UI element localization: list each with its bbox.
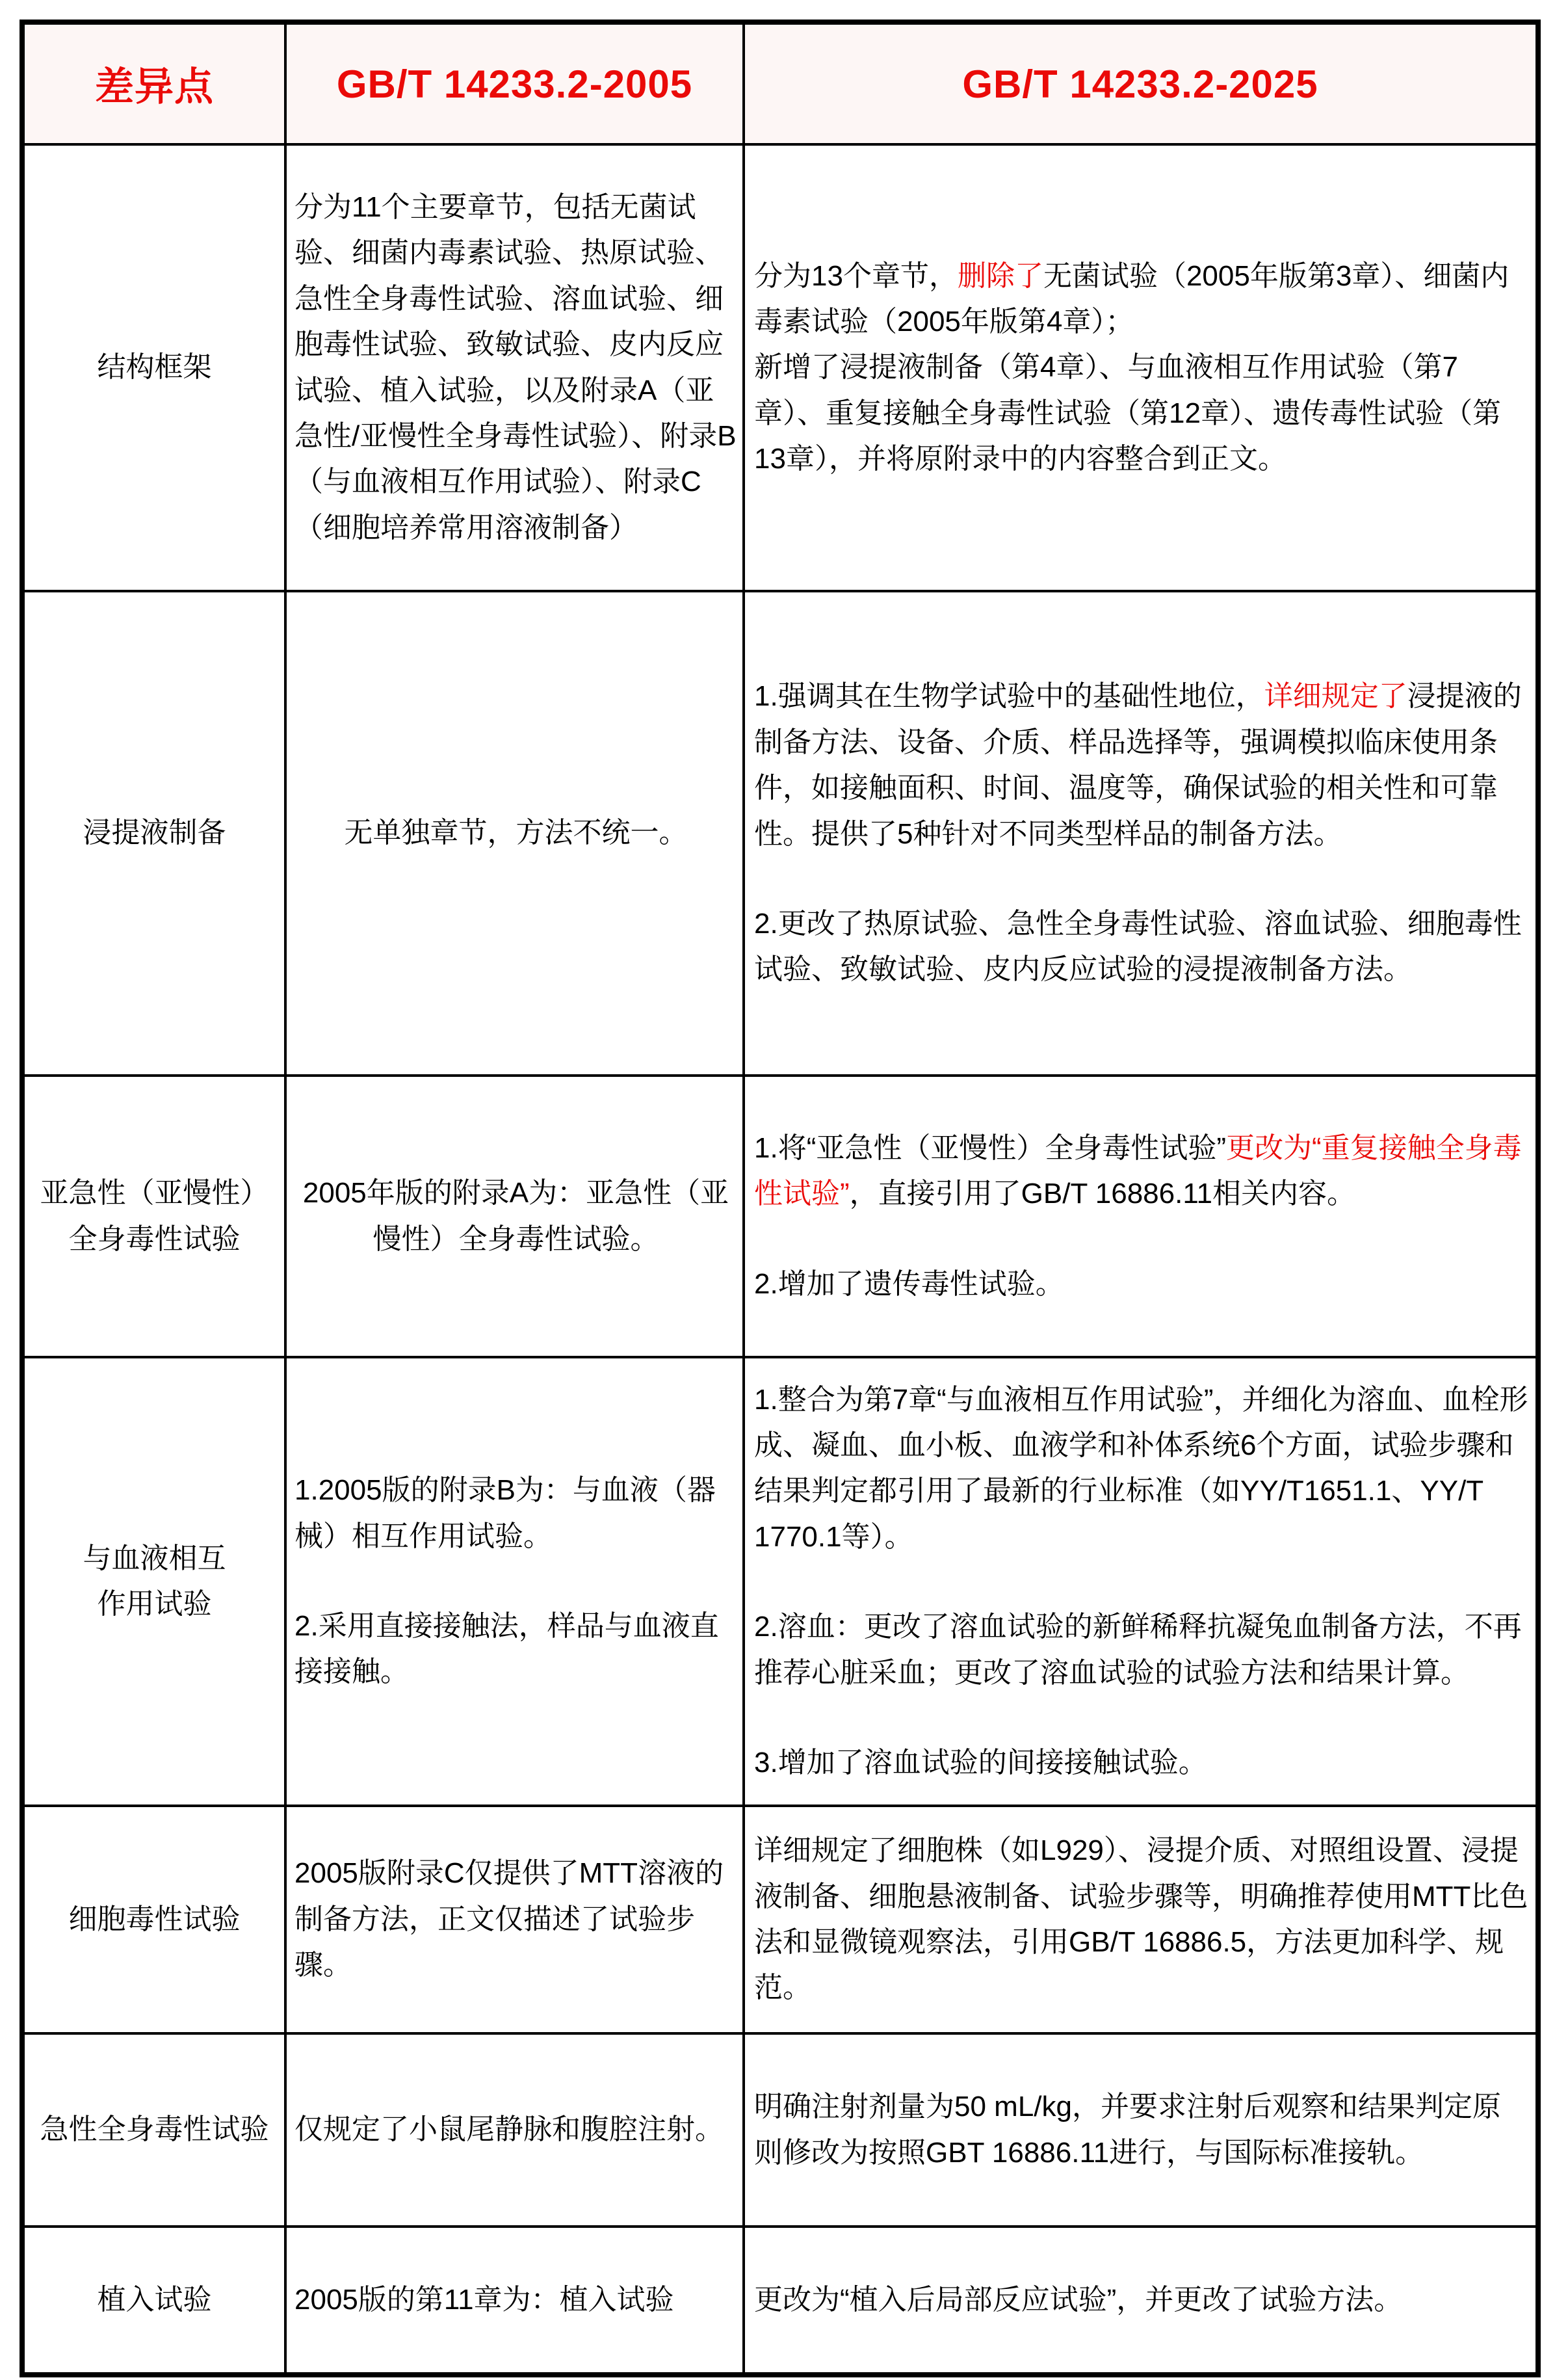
cell-paragraph [754, 1126, 1529, 1217]
col-2025-cell [744, 2227, 1538, 2375]
cell-paragraph [294, 2107, 737, 2152]
header-row [22, 22, 1538, 144]
text-run: 分为13个章节， [754, 259, 958, 292]
col-2005-cell [285, 1076, 744, 1357]
table-row [22, 1076, 1538, 1357]
row-label: 细胞毒性试验 [68, 1903, 241, 1935]
text-run: 更改为“植入后局部反应试验”，并更改了试验方法。 [754, 2283, 1403, 2316]
row-label: 作用试验 [97, 1588, 212, 1620]
text-run: 2.增加了遗传毒性试验。 [754, 1267, 1064, 1300]
text-run: 2005年版的附录A为：亚急性（亚慢性）全身毒性试验。 [302, 1177, 729, 1255]
comparison-table [20, 20, 1541, 2377]
col-2005-cell [285, 144, 744, 591]
header-diff-point: 差异点 [22, 22, 285, 144]
diff-point-cell [22, 1806, 285, 2033]
table-row [22, 1357, 1538, 1806]
col-2025-cell [744, 1806, 1538, 2033]
cell-paragraph [754, 1828, 1529, 2011]
cell-paragraph [754, 1740, 1529, 1786]
col-2005-cell [285, 2033, 744, 2227]
cell-paragraph [754, 1262, 1529, 1307]
text-run: 无菌试验（2005年版第3章）、细菌内毒素试验（2005年版第4章）； [754, 259, 1509, 337]
col-2005-cell [285, 591, 744, 1076]
row-label: 急性全身毒性试验 [40, 2113, 269, 2146]
row-label: 结构框架 [97, 351, 212, 384]
text-run: 2.采用直接接触法，样品与血液直接接触。 [294, 1610, 719, 1688]
text-run: 分为11个主要章节，包括无菌试验、细菌内毒素试验、热原试验、急性全身毒性试验、溶血试验、细胞毒性试验、致敏试验、皮内反应试验、植入试验，以及附录A（亚急性/亚慢性全身毒性试验）、附录B（与血液相互作用试验）、附录C（细胞培养常用溶液制备） [294, 191, 737, 544]
row-label: 全身毒性试验 [68, 1223, 241, 1255]
cell-paragraph [754, 2084, 1529, 2176]
table-row [22, 144, 1538, 591]
cell-paragraph [754, 254, 1529, 345]
col-2025-cell [744, 591, 1538, 1076]
text-run: 浸提液的制备方法、设备、介质、样品选择等，强调模拟临床使用条件，如接触面积、时间、温度等，确保试验的相关性和可靠性。提供了5种针对不同类型样品的制备方法。 [754, 680, 1522, 850]
cell-paragraph [754, 1377, 1529, 1561]
text-run: 1.将“亚急性（亚慢性）全身毒性试验” [754, 1131, 1226, 1164]
cell-paragraph [294, 2277, 737, 2323]
text-run: 1.2005版的附录B为：与血液（器械）相互作用试验。 [294, 1474, 716, 1552]
col-2005-cell [285, 1357, 744, 1806]
cell-paragraph [294, 1468, 737, 1559]
text-run: 3.增加了溶血试验的间接接触试验。 [754, 1746, 1207, 1778]
cell-paragraph [754, 901, 1529, 993]
row-label: 浸提液制备 [83, 817, 226, 849]
text-run: 详细规定了细胞株（如L929）、浸提介质、对照组设置、浸提液制备、细胞悬液制备、试验步骤等，明确推荐使用MTT比色法和显微镜观察法，引用GB/T 16886.5，方法更加科学、规范。 [754, 1834, 1528, 2004]
text-run: 2.更改了热原试验、急性全身毒性试验、溶血试验、细胞毒性试验、致敏试验、皮内反应试验的浸提液制备方法。 [754, 907, 1522, 986]
cell-paragraph [754, 2277, 1529, 2323]
text-run: 1.强调其在生物学试验中的基础性地位， [754, 680, 1264, 713]
diff-point-cell [22, 591, 285, 1076]
header-gbt-2005: GB/T 14233.2-2005 [285, 22, 744, 144]
cell-paragraph [294, 810, 737, 856]
diff-point-cell [22, 2227, 285, 2375]
cell-paragraph [294, 1604, 737, 1695]
col-2025-cell [744, 144, 1538, 591]
table-row [22, 2033, 1538, 2227]
table-row [22, 2227, 1538, 2375]
cell-paragraph [294, 1170, 737, 1262]
cell-paragraph [294, 1851, 737, 1988]
diff-point-cell [22, 2033, 285, 2227]
header-gbt-2025: GB/T 14233.2-2025 [744, 22, 1538, 144]
row-label: 与血液相互 [83, 1542, 226, 1574]
diff-point-cell [22, 144, 285, 591]
text-run: 2.溶血：更改了溶血试验的新鲜稀释抗凝兔血制备方法，不再推荐心脏采血；更改了溶血试验的试验方法和结果计算。 [754, 1611, 1522, 1689]
highlight-run: 删除了 [957, 259, 1043, 292]
text-run: 明确注射剂量为50 mL/kg，并要求注射后观察和结果判定原则修改为按照GBT 16886.11进行，与国际标准接轨。 [754, 2091, 1501, 2169]
col-2025-cell [744, 1076, 1538, 1357]
text-run: 2005版的第11章为：植入试验 [294, 2283, 674, 2316]
cell-paragraph [754, 674, 1529, 857]
col-2025-cell [744, 2033, 1538, 2227]
row-label: 植入试验 [97, 2283, 212, 2316]
cell-paragraph [754, 1604, 1529, 1696]
text-run: ，直接引用了GB/T 16886.11相关内容。 [849, 1178, 1356, 1210]
cell-paragraph [294, 185, 737, 551]
table-row [22, 591, 1538, 1076]
diff-point-cell [22, 1076, 285, 1357]
row-label: 亚急性（亚慢性） [40, 1177, 269, 1210]
text-run: 无单独章节，方法不统一。 [344, 817, 688, 849]
text-run: 2005版附录C仅提供了MTT溶液的制备方法，正文仅描述了试验步骤。 [294, 1857, 724, 1981]
table-body [22, 144, 1538, 2375]
highlight-run: 详细规定了 [1264, 680, 1407, 713]
text-run: 1.整合为第7章“与血液相互作用试验”，并细化为溶血、血栓形成、凝血、血小板、血液学和补体系统6个方面，试验步骤和结果判定都引用了最新的行业标准（如YY/T1651.1、YY/T 1770.1等）。 [754, 1383, 1528, 1553]
cell-paragraph [754, 345, 1529, 482]
table-row [22, 1806, 1538, 2033]
col-2005-cell [285, 1806, 744, 2033]
col-2025-cell [744, 1357, 1538, 1806]
text-run: 仅规定了小鼠尾静脉和腹腔注射。 [294, 2113, 724, 2146]
text-run: 新增了浸提液制备（第4章）、与血液相互作用试验（第7章）、重复接触全身毒性试验（第12章）、遗传毒性试验（第13章），并将原附录中的内容整合到正文。 [754, 351, 1501, 475]
diff-point-cell [22, 1357, 285, 1806]
col-2005-cell [285, 2227, 744, 2375]
highlight-run: 更改为“重复接触全身毒性试验” [754, 1131, 1522, 1210]
